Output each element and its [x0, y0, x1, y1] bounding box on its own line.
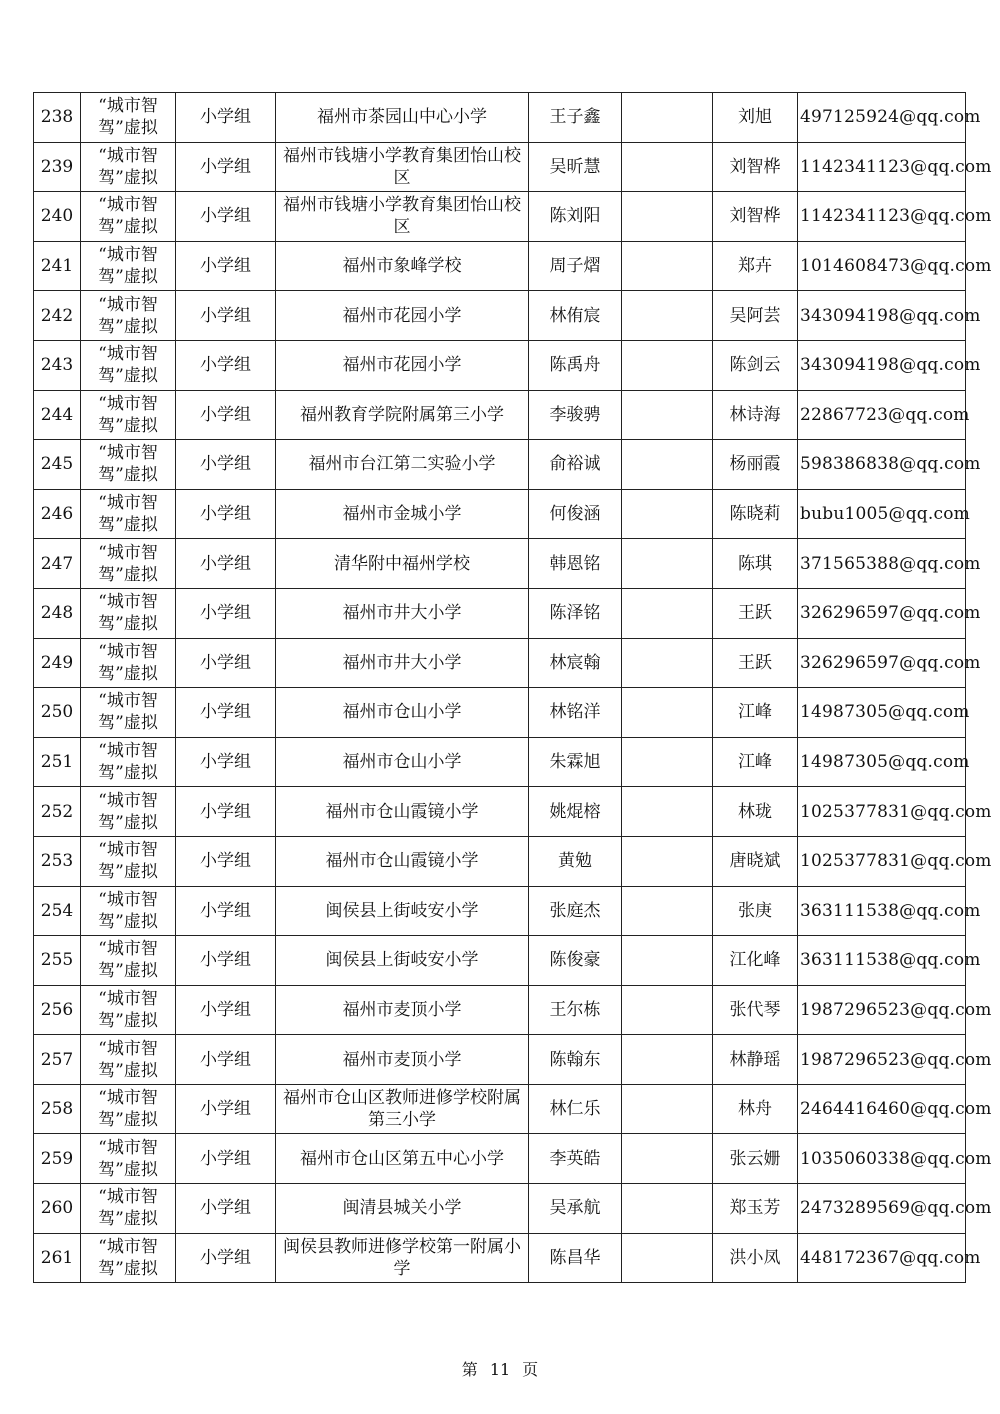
blank-cell [622, 737, 713, 787]
school-name: 福州市仓山区教师进修学校附属第三小学 [276, 1084, 529, 1134]
school-name: 福州市钱塘小学教育集团怡山校区 [276, 142, 529, 192]
teacher-email: 363111538@qq.com [798, 886, 966, 936]
teacher-email: 1142341123@qq.com [798, 192, 966, 242]
table-row [34, 440, 966, 490]
teacher-email: 326296597@qq.com [798, 638, 966, 688]
teacher-name: 陈剑云 [713, 340, 798, 390]
table-row [34, 737, 966, 787]
student-name: 陈刘阳 [529, 192, 622, 242]
project-name: “城市智驾”虚拟 [81, 936, 176, 986]
teacher-name: 王跃 [713, 638, 798, 688]
blank-cell [622, 390, 713, 440]
teacher-email: 598386838@qq.com [798, 440, 966, 490]
table-row [34, 390, 966, 440]
row-number: 243 [34, 340, 81, 390]
row-number: 250 [34, 688, 81, 738]
school-name: 福州市仓山小学 [276, 737, 529, 787]
school-name: 福州教育学院附属第三小学 [276, 390, 529, 440]
project-name: “城市智驾”虚拟 [81, 1184, 176, 1234]
student-name: 周子熠 [529, 241, 622, 291]
group-name: 小学组 [176, 291, 276, 341]
teacher-email: 1035060338@qq.com [798, 1134, 966, 1184]
blank-cell [622, 241, 713, 291]
student-name: 林仁乐 [529, 1084, 622, 1134]
row-number: 239 [34, 142, 81, 192]
school-name: 清华附中福州学校 [276, 539, 529, 589]
teacher-email: 1014608473@qq.com [798, 241, 966, 291]
table-row [34, 142, 966, 192]
blank-cell [622, 1184, 713, 1234]
group-name: 小学组 [176, 787, 276, 837]
row-number: 244 [34, 390, 81, 440]
student-name: 林侑宸 [529, 291, 622, 341]
student-name: 王尔栋 [529, 985, 622, 1035]
project-name: “城市智驾”虚拟 [81, 1233, 176, 1283]
table-row [34, 1184, 966, 1234]
teacher-name: 刘旭 [713, 93, 798, 143]
group-name: 小学组 [176, 985, 276, 1035]
student-name: 韩恩铭 [529, 539, 622, 589]
blank-cell [622, 588, 713, 638]
page-number: 11 [489, 1360, 511, 1379]
school-name: 闽清县城关小学 [276, 1184, 529, 1234]
school-name: 福州市花园小学 [276, 340, 529, 390]
row-number: 246 [34, 489, 81, 539]
group-name: 小学组 [176, 390, 276, 440]
table-row [34, 93, 966, 143]
footer-prefix: 第 [461, 1360, 478, 1379]
row-number: 248 [34, 588, 81, 638]
teacher-name: 郑玉芳 [713, 1184, 798, 1234]
blank-cell [622, 142, 713, 192]
row-number: 258 [34, 1084, 81, 1134]
row-number: 251 [34, 737, 81, 787]
group-name: 小学组 [176, 1134, 276, 1184]
teacher-email: 14987305@qq.com [798, 688, 966, 738]
group-name: 小学组 [176, 340, 276, 390]
table-row [34, 1035, 966, 1085]
group-name: 小学组 [176, 836, 276, 886]
teacher-email: 2473289569@qq.com [798, 1184, 966, 1234]
row-number: 238 [34, 93, 81, 143]
table-row [34, 638, 966, 688]
group-name: 小学组 [176, 1233, 276, 1283]
blank-cell [622, 886, 713, 936]
table-row [34, 688, 966, 738]
student-name: 王子鑫 [529, 93, 622, 143]
teacher-name: 陈晓莉 [713, 489, 798, 539]
student-name: 吴承航 [529, 1184, 622, 1234]
teacher-name: 江峰 [713, 737, 798, 787]
project-name: “城市智驾”虚拟 [81, 539, 176, 589]
project-name: “城市智驾”虚拟 [81, 1084, 176, 1134]
teacher-name: 林静瑶 [713, 1035, 798, 1085]
page-footer [0, 1357, 1000, 1380]
table-row [34, 192, 966, 242]
row-number: 245 [34, 440, 81, 490]
teacher-email: 343094198@qq.com [798, 340, 966, 390]
school-name: 福州市仓山霞镜小学 [276, 787, 529, 837]
teacher-email: 371565388@qq.com [798, 539, 966, 589]
student-name: 林宸翰 [529, 638, 622, 688]
group-name: 小学组 [176, 489, 276, 539]
project-name: “城市智驾”虚拟 [81, 340, 176, 390]
row-number: 252 [34, 787, 81, 837]
table-row [34, 1084, 966, 1134]
group-name: 小学组 [176, 737, 276, 787]
table-row [34, 787, 966, 837]
roster-table [33, 92, 992, 1283]
teacher-name: 郑卉 [713, 241, 798, 291]
project-name: “城市智驾”虚拟 [81, 93, 176, 143]
teacher-name: 刘智桦 [713, 192, 798, 242]
project-name: “城市智驾”虚拟 [81, 192, 176, 242]
school-name: 闽侯县上街岐安小学 [276, 886, 529, 936]
teacher-name: 江化峰 [713, 936, 798, 986]
group-name: 小学组 [176, 588, 276, 638]
teacher-email: bubu1005@qq.com [798, 489, 966, 539]
row-number: 241 [34, 241, 81, 291]
teacher-name: 张代琴 [713, 985, 798, 1035]
project-name: “城市智驾”虚拟 [81, 688, 176, 738]
project-name: “城市智驾”虚拟 [81, 440, 176, 490]
school-name: 福州市麦顶小学 [276, 985, 529, 1035]
teacher-email: 343094198@qq.com [798, 291, 966, 341]
blank-cell [622, 936, 713, 986]
group-name: 小学组 [176, 1084, 276, 1134]
school-name: 福州市象峰学校 [276, 241, 529, 291]
school-name: 福州市钱塘小学教育集团怡山校区 [276, 192, 529, 242]
teacher-email: 1025377831@qq.com [798, 787, 966, 837]
teacher-email: 363111538@qq.com [798, 936, 966, 986]
project-name: “城市智驾”虚拟 [81, 390, 176, 440]
blank-cell [622, 340, 713, 390]
blank-cell [622, 489, 713, 539]
school-name: 福州市仓山区第五中心小学 [276, 1134, 529, 1184]
blank-cell [622, 1233, 713, 1283]
student-name: 陈翰东 [529, 1035, 622, 1085]
school-name: 闽侯县上街岐安小学 [276, 936, 529, 986]
group-name: 小学组 [176, 241, 276, 291]
project-name: “城市智驾”虚拟 [81, 291, 176, 341]
teacher-email: 1025377831@qq.com [798, 836, 966, 886]
teacher-name: 陈琪 [713, 539, 798, 589]
teacher-email: 14987305@qq.com [798, 737, 966, 787]
student-name: 陈禹舟 [529, 340, 622, 390]
student-name: 陈昌华 [529, 1233, 622, 1283]
row-number: 257 [34, 1035, 81, 1085]
teacher-name: 吴阿芸 [713, 291, 798, 341]
group-name: 小学组 [176, 1035, 276, 1085]
footer-suffix: 页 [522, 1360, 539, 1379]
teacher-name: 江峰 [713, 688, 798, 738]
row-number: 260 [34, 1184, 81, 1234]
row-number: 249 [34, 638, 81, 688]
project-name: “城市智驾”虚拟 [81, 886, 176, 936]
teacher-email: 2464416460@qq.com [798, 1084, 966, 1134]
table-row [34, 241, 966, 291]
school-name: 福州市花园小学 [276, 291, 529, 341]
table-row [34, 836, 966, 886]
project-name: “城市智驾”虚拟 [81, 985, 176, 1035]
project-name: “城市智驾”虚拟 [81, 588, 176, 638]
teacher-email: 1987296523@qq.com [798, 985, 966, 1035]
teacher-name: 洪小凤 [713, 1233, 798, 1283]
table-row [34, 291, 966, 341]
teacher-email: 1987296523@qq.com [798, 1035, 966, 1085]
group-name: 小学组 [176, 142, 276, 192]
school-name: 闽侯县教师进修学校第一附属小学 [276, 1233, 529, 1283]
table-row [34, 1233, 966, 1283]
blank-cell [622, 787, 713, 837]
table-row [34, 340, 966, 390]
table-row [34, 489, 966, 539]
group-name: 小学组 [176, 1184, 276, 1234]
row-number: 242 [34, 291, 81, 341]
blank-cell [622, 1035, 713, 1085]
row-number: 253 [34, 836, 81, 886]
student-name: 吴昕慧 [529, 142, 622, 192]
student-name: 黄勉 [529, 836, 622, 886]
table-body [34, 93, 992, 1283]
teacher-name: 唐晓斌 [713, 836, 798, 886]
project-name: “城市智驾”虚拟 [81, 489, 176, 539]
blank-cell [622, 539, 713, 589]
row-number: 240 [34, 192, 81, 242]
teacher-email: 1142341123@qq.com [798, 142, 966, 192]
student-name: 李英皓 [529, 1134, 622, 1184]
blank-cell [622, 985, 713, 1035]
table-row [34, 588, 966, 638]
row-number: 261 [34, 1233, 81, 1283]
school-name: 福州市茶园山中心小学 [276, 93, 529, 143]
group-name: 小学组 [176, 192, 276, 242]
group-name: 小学组 [176, 688, 276, 738]
blank-cell [622, 688, 713, 738]
project-name: “城市智驾”虚拟 [81, 1035, 176, 1085]
school-name: 福州市井大小学 [276, 588, 529, 638]
project-name: “城市智驾”虚拟 [81, 836, 176, 886]
teacher-name: 王跃 [713, 588, 798, 638]
project-name: “城市智驾”虚拟 [81, 1134, 176, 1184]
blank-cell [622, 1134, 713, 1184]
blank-cell [622, 836, 713, 886]
project-name: “城市智驾”虚拟 [81, 638, 176, 688]
school-name: 福州市麦顶小学 [276, 1035, 529, 1085]
row-number: 256 [34, 985, 81, 1035]
student-name: 何俊涵 [529, 489, 622, 539]
student-name: 姚焜榕 [529, 787, 622, 837]
project-name: “城市智驾”虚拟 [81, 241, 176, 291]
teacher-name: 林珑 [713, 787, 798, 837]
group-name: 小学组 [176, 638, 276, 688]
blank-cell [622, 1084, 713, 1134]
teacher-name: 林舟 [713, 1084, 798, 1134]
blank-cell [622, 440, 713, 490]
school-name: 福州市台江第二实验小学 [276, 440, 529, 490]
teacher-name: 张云姗 [713, 1134, 798, 1184]
student-name: 林铭洋 [529, 688, 622, 738]
student-name: 李骏骋 [529, 390, 622, 440]
row-number: 255 [34, 936, 81, 986]
school-name: 福州市井大小学 [276, 638, 529, 688]
project-name: “城市智驾”虚拟 [81, 737, 176, 787]
row-number: 259 [34, 1134, 81, 1184]
school-name: 福州市仓山霞镜小学 [276, 836, 529, 886]
school-name: 福州市金城小学 [276, 489, 529, 539]
group-name: 小学组 [176, 93, 276, 143]
teacher-name: 杨丽霞 [713, 440, 798, 490]
student-name: 张庭杰 [529, 886, 622, 936]
teacher-name: 张庚 [713, 886, 798, 936]
table-row [34, 1134, 966, 1184]
school-name: 福州市仓山小学 [276, 688, 529, 738]
table-row [34, 985, 966, 1035]
teacher-email: 22867723@qq.com [798, 390, 966, 440]
teacher-email: 497125924@qq.com [798, 93, 966, 143]
group-name: 小学组 [176, 539, 276, 589]
teacher-email: 326296597@qq.com [798, 588, 966, 638]
student-name: 俞裕诚 [529, 440, 622, 490]
blank-cell [622, 192, 713, 242]
project-name: “城市智驾”虚拟 [81, 142, 176, 192]
row-number: 254 [34, 886, 81, 936]
table-row [34, 539, 966, 589]
table-row [34, 886, 966, 936]
blank-cell [622, 291, 713, 341]
row-number: 247 [34, 539, 81, 589]
student-name: 朱霖旭 [529, 737, 622, 787]
project-name: “城市智驾”虚拟 [81, 787, 176, 837]
teacher-email: 448172367@qq.com [798, 1233, 966, 1283]
blank-cell [622, 638, 713, 688]
table-row [34, 936, 966, 986]
teacher-name: 刘智桦 [713, 142, 798, 192]
group-name: 小学组 [176, 886, 276, 936]
student-name: 陈俊豪 [529, 936, 622, 986]
blank-cell [622, 93, 713, 143]
group-name: 小学组 [176, 440, 276, 490]
student-name: 陈泽铭 [529, 588, 622, 638]
group-name: 小学组 [176, 936, 276, 986]
teacher-name: 林诗海 [713, 390, 798, 440]
